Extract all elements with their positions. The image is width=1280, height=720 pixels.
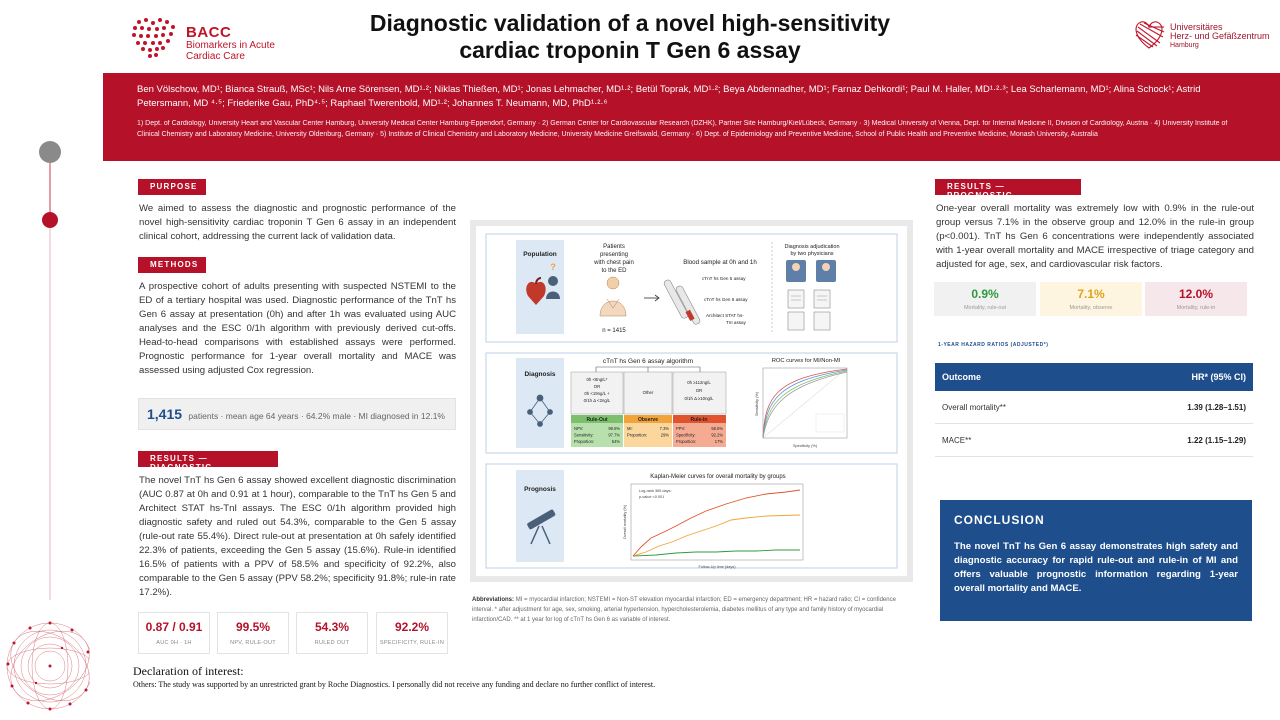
svg-text:Sensitivity (%): Sensitivity (%) [755,391,759,417]
hazard-ratio-label: 1-YEAR HAZARD RATIOS (ADJUSTED*) [938,342,1049,348]
metric-label: Sensitivity: [574,432,594,438]
metric-label: PPV: [676,426,686,431]
mortality-rulein: 12.0% Mortality, rule-in [1145,282,1247,316]
svg-text:cTnT hs Gen 6 assay: cTnT hs Gen 6 assay [704,297,748,302]
table-header: Outcome HR* (95% CI) [935,363,1253,391]
metric-value: 58.5% [711,426,723,431]
metric-value: 92.2% [711,432,723,438]
cohort-count: 1,415 [147,406,183,422]
metric-label: NPV: [574,426,584,431]
table-row: MACE** 1.22 (1.15–1.29) [935,424,1253,457]
mortality-ruleout: 0.9% Mortality, rule-out [934,282,1036,316]
results-diagnostic-text: The novel TnT hs Gen 6 assay showed excellent diagnostic discrimination (AUC 0.87 at 0h and 0.91 at 1 hour), comparable to the TnT hs Gen 5 and Architect STAT hs-TnI assays. The ESC 0/1h algorithm provided high diagnostic safety and ruled out 54.3%, comparable to the Gen 5 assay (rule-out rate 55.4%). Direct rule-out at presentation at 0h safely identified 22.3% of patients, exceeding the Gen 5 assay (15.6%). Rule-in identified 16.5% of patients with a PPV of 58.5% and specificity of 92.2%, also comparable to the Gen 5 assay (PPV 58.2%; specificity 91.8%; rule-in rate 17.2%). [139,475,456,598]
svg-text:Blood sample at 0h and 1h: Blood sample at 0h and 1h [683,259,757,266]
svg-text:Observe: Observe [637,417,659,423]
conclusion-text: The novel TnT hs Gen 6 assay demonstrates high safety and diagnostic accuracy for rapid rule-out and rule-in of MI and offers valuable prognostic information regarding 1-year overall mortality and MACE. [954,541,1238,594]
svg-text:TnI assay: TnI assay [726,320,746,325]
svg-text:0h <19ng/L +: 0h <19ng/L + [584,391,610,396]
declaration-heading: Declaration of interest: [133,664,244,678]
metric-value: 7.3% [659,426,669,431]
svg-text:OR: OR [593,384,601,389]
metric-label: Proportion: [574,439,595,444]
roc-chart [755,368,847,448]
affiliations-list: 1) Dept. of Cardiology, University Heart and Vascular Center Hamburg, University Medical Center Hamburg-Eppendorf, Germany · 2) German Center for Cardiovascular Research (DZHK), Partner Site Hamburg/Kiel/Lübeck, Germany · 3) Medical University of Vienna, Dept. for Internal Medicine II, Division of Cardiology, Austria · 4) University Institute of Clinical Chemistry and Laboratory Medicine, University Oldenburg, Germany · 5) Institute of Clinical Chemistry and Laboratory Medicine, University Medicine Greifswald, Germany · 6) Dept. of Epidemiology and Preventive Medicine, School of Public Health and Preventive Medicine, Monash University, Australia [137,120,1228,138]
prognosis-row-label: Prognosis [524,486,556,493]
svg-text:p-value <0.001: p-value <0.001 [639,495,665,499]
study-flow-graphic [476,226,907,576]
svg-text:ROC curves for MI/Non-MI: ROC curves for MI/Non-MI [771,358,841,364]
svg-text:cTnT hs Gen 6 assay algorithm: cTnT hs Gen 6 assay algorithm [602,358,694,365]
svg-text:Specificity (%): Specificity (%) [792,444,818,448]
metric-label: Proportion: [627,432,648,438]
table-row: Overall mortality** 1.39 (1.28–1.51) [935,391,1253,424]
svg-text:OR: OR [695,388,703,393]
bacc-logo-brand: BACC [186,24,232,41]
metric-label: Proportion: [676,439,697,444]
svg-text:n = 1415: n = 1415 [602,328,626,334]
purpose-text: We aimed to assess the diagnostic and prognostic performance of the novel high-sensitivity cardiac troponin T Gen 6 assay in an independent clinical cohort, addressing the current lack of validation data. [139,203,456,242]
uhz-logo-text: Universitäres Herz- und Gefäßzentrum Hamburg [1170,22,1270,49]
kpi-npv: 99.5% NPV, RULE-OUT [217,612,289,654]
methods-tag: METHODS [138,257,206,273]
declaration-text: Others: The study was supported by an unrestricted grant by Roche Diagnostics. I personally did not receive any funding and declare no further conflict of interest. [133,680,656,689]
metric-label: Specificity: [676,432,696,438]
svg-text:0/1h Δ <2ng/L: 0/1h Δ <2ng/L [583,398,611,403]
abbreviations-footnote: Abbreviations: MI = myocardial infarction; NSTEMI = Non-ST elevation myocardial infarction; ED = emergency department; HR = hazard ratio; CI = confidence interval. * after adjustment for age, sex, smoking, arterial hypertension, hypercholesterolemia, diabetes mellitus of any type and family history of myocardial infarction/CAD. ** at 1 year for log of cTnT hs Gen 6 as variable of interest. [472,597,896,623]
svg-text:Rule-Out: Rule-Out [586,417,608,423]
svg-text:presenting: presenting [599,252,629,258]
authors-list: Ben Völschow, MD¹; Bianca Strauß, MSc¹; Nils Arne Sörensen, MD¹·²; Niklas Thießen, MD¹; Jonas Lehmacher, MD¹·²; Betül Toprak, MD¹·²; Beya Abdennadher, MD¹; Farnaz Dehkordi¹; Paul M. Haller, MD¹·²·³; Lea Scharlemann, MD¹; Alina Schock¹; Astrid Petersmann, MD ⁴·⁵; Friederike Gau, PhD⁴·⁵; Raphael Twerenbold, MD¹·²; Johannes T. Neumann, MD, PhD¹·²·⁶ [137,84,1201,109]
results-prognostic-tag: RESULTS — PROGNOSTIC [935,179,1081,195]
metric-value: 97.7% [608,432,620,438]
population-row-label: Population [523,251,557,258]
hazard-ratio-table [935,363,1253,457]
kpi-specificity: 92.2% SPECIFICITY, RULE-IN [376,612,448,654]
svg-text:Diagnosis adjudication: Diagnosis adjudication [784,244,840,250]
bacc-logo [130,14,300,62]
metric-value: 17% [714,439,723,444]
svg-text:Follow-Up time (days): Follow-Up time (days) [698,565,736,569]
heart-lines-icon [1130,15,1168,53]
metric-value: 99.5% [608,426,620,431]
svg-text:Kaplan-Meier curves for overal: Kaplan-Meier curves for overall mortality by groups [650,474,786,480]
svg-text:Rule-In: Rule-In [690,417,708,423]
svg-text:0h ≥112ng/L: 0h ≥112ng/L [687,380,711,385]
svg-text:Architect STAT hs-: Architect STAT hs- [706,313,744,318]
poster-title: Diagnostic validation of a novel high-sensitivity cardiac troponin T Gen 6 assay [369,10,891,63]
svg-text:?: ? [550,262,556,272]
results-prognostic-text: One-year overall mortality was extremely low with 0.9% in the rule-out group versus 7.1% in the observe group and 12.0% in the rule-in group (p<0.001). TnT hs Gen 6 concentrations were independently associated with 1-year overall mortality and MACE irrespective of triage category and adjusted for age, sex, and cardiovascular risk factors. [936,203,1254,270]
kpi-auc: 0.87 / 0.91 AUC 0H · 1H [138,612,210,654]
bacc-heart-dots-icon [130,14,180,62]
results-diagnostic-tag: RESULTS — DIAGNOSTIC [138,451,278,467]
mortality-observe: 7.1% Mortality, observe [1040,282,1142,316]
bacc-logo-subtitle: Biomarkers in Acute Cardiac Care [186,40,275,62]
uhz-logo [1130,15,1270,55]
kpi-ruled-out: 54.3% RULED OUT [296,612,368,654]
svg-text:cTnT hs Gen 5 assay: cTnT hs Gen 5 assay [702,276,746,281]
kaplan-meier-chart [623,484,803,569]
cohort-summary [138,398,456,430]
svg-text:to the ED: to the ED [601,268,627,274]
cohort-description: patients · mean age 64 years · 64.2% male · MI diagnosed in 12.1% [188,411,445,421]
metric-value: 54% [611,439,620,444]
svg-text:with chest pain: with chest pain [594,260,634,266]
methods-text: A prospective cohort of adults presenting with suspected NSTEMI to the ED of a tertiary hospital was used. Diagnostic performance of the TnT hs Gen 6 assay at presentation (0h) and after 1h was evaluated using AUC analyses and the ESC 0/1h algorithm with previously derived cut-offs. Head-to-head comparisons with established assays were performed. Prognostic performance for 1-year overall mortality and MACE was assessed using adjusted Cox regression. [139,281,456,376]
study-design-figure [470,220,913,582]
authors-banner [103,73,1280,161]
diagnosis-row-label: Diagnosis [524,371,556,378]
svg-text:Overall mortality (%): Overall mortality (%) [623,504,627,540]
conclusion-heading: CONCLUSION [954,513,1045,527]
conclusion-box [940,500,1252,621]
decorative-dots-graphic [0,130,90,720]
svg-text:Log-rank 365 days:: Log-rank 365 days: [639,489,672,493]
svg-text:by two physicians: by two physicians [790,251,834,257]
metric-label: MI: [627,426,633,431]
metric-value: 29% [660,432,669,438]
purpose-tag: PURPOSE [138,179,206,195]
svg-text:0/1h Δ ≥10ng/L: 0/1h Δ ≥10ng/L [684,396,714,401]
svg-text:Patients: Patients [603,244,625,250]
svg-text:0h <8ng/L*: 0h <8ng/L* [586,377,608,382]
svg-text:Other: Other [642,390,654,395]
